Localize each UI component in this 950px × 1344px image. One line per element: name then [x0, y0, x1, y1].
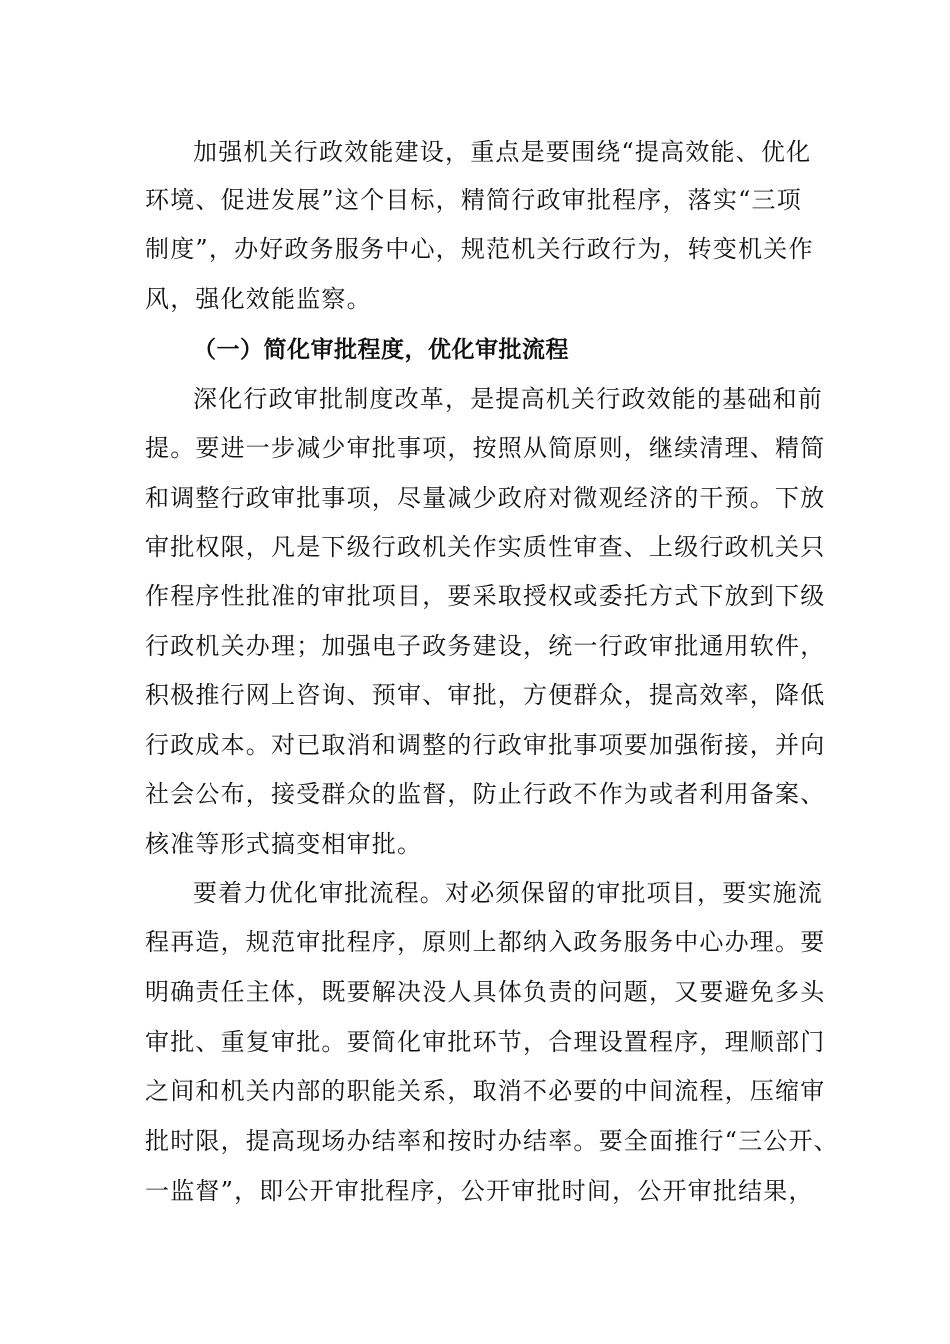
paragraph-line: 积极推行网上咨询、预审、审批，方便群众，提高效率，降低 [145, 681, 826, 709]
paragraph-line: 行政成本。对已取消和调整的行政审批事项要加强衔接，并向 [145, 731, 826, 759]
paragraph-line: 社会公布，接受群众的监督，防止行政不作为或者利用备案、 [145, 780, 826, 808]
paragraph-line: 要着力优化审批流程。对必须保留的审批项目，要实施流 [193, 879, 823, 907]
paragraph-line: 批时限，提高现场办结率和按时办结率。要全面推行“三公开、 [145, 1127, 839, 1155]
paragraph-line: 之间和机关内部的职能关系，取消不必要的中间流程，压缩审 [145, 1077, 826, 1105]
paragraph-line: 审批、重复审批。要简化审批环节，合理设置程序，理顺部门 [145, 1028, 826, 1056]
intro-line: 环境、促进发展”这个目标，精简行政审批程序，落实“三项 [145, 186, 802, 214]
intro-line: 风，强化效能监察。 [145, 285, 372, 313]
intro-line: 制度”，办好政务服务中心，规范机关行政行为，转变机关作 [145, 235, 814, 263]
paragraph-line: 提。要进一步减少审批事项，按照从简原则，继续清理、精简 [145, 434, 826, 462]
paragraph-line: 明确责任主体，既要解决没人具体负责的问题，又要避免多头 [145, 978, 826, 1006]
section-heading: （一）简化审批程度，优化审批流程 [193, 337, 569, 363]
paragraph-line: 深化行政审批制度改革，是提高机关行政效能的基础和前 [193, 385, 823, 413]
paragraph-line: 作程序性批准的审批项目，要采取授权或委托方式下放到下级 [145, 582, 826, 610]
paragraph-line: 审批权限，凡是下级行政机关作实质性审查、上级行政机关只 [145, 533, 826, 561]
paragraph-line: 一监督”，即公开审批程序，公开审批时间，公开审批结果， [145, 1177, 814, 1205]
intro-line: 加强机关行政效能建设，重点是要围绕“提高效能、优化 [193, 138, 812, 166]
paragraph-line: 程再造，规范审批程序，原则上都纳入政务服务中心办理。要 [145, 928, 826, 956]
paragraph-line: 行政机关办理；加强电子政务建设，统一行政审批通用软件， [145, 632, 826, 660]
paragraph-line: 核准等形式搞变相审批。 [145, 830, 423, 858]
paragraph-line: 和调整行政审批事项，尽量减少政府对微观经济的干预。下放 [145, 484, 826, 512]
